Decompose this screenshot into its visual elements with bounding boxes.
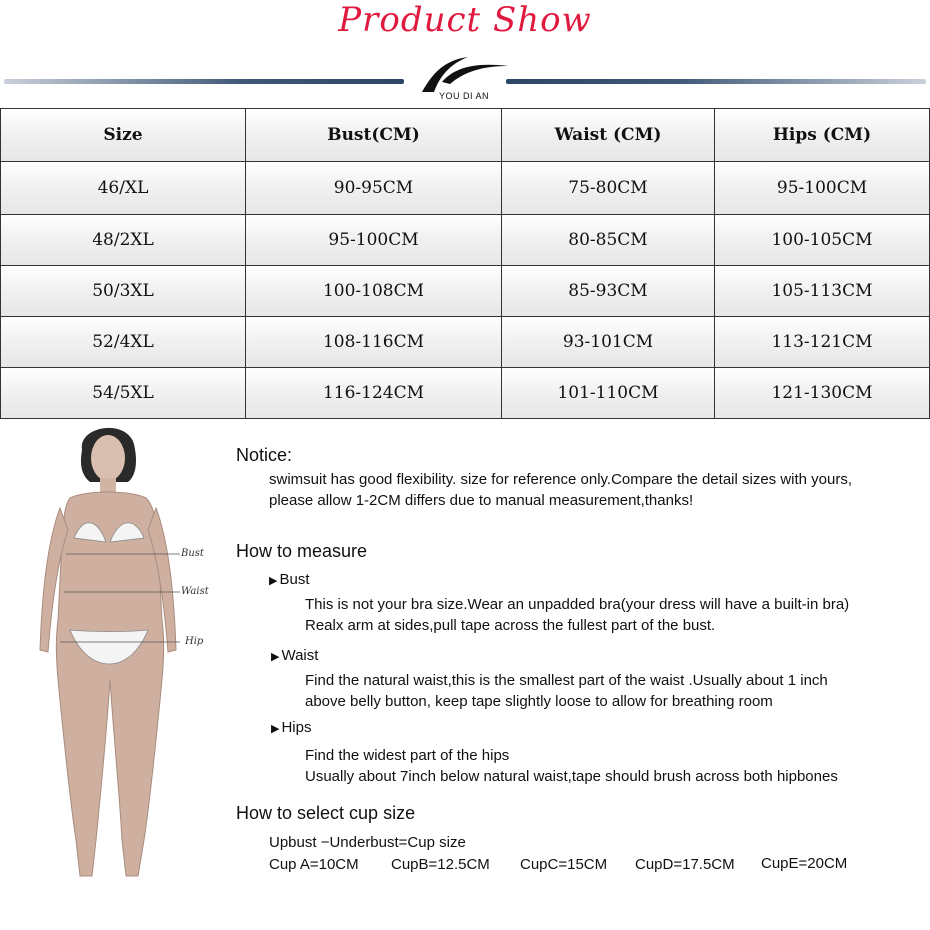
cup-size-d: CupD=17.5CM [635,856,735,873]
waist-instruction-line-2: above belly button, keep tape slightly loose to allow for breathing room [305,693,773,710]
waist-cell: 85-93CM [502,266,715,317]
cup-size-b: CupB=12.5CM [391,856,490,873]
size-cell: 52/4XL [1,317,246,368]
cup-size-heading: How to select cup size [236,803,416,823]
waist-cell: 75-80CM [502,162,715,215]
column-header-bust: Bust(CM) [246,109,502,162]
notice-line-1: swimsuit has good flexibility. size for reference only.Compare the detail sizes with yours, [269,471,853,488]
cup-size-c: CupC=15CM [520,856,608,873]
size-chart-table [0,108,930,419]
brand-name: YOU DI AN [438,91,489,101]
hips-instruction-line-1: Find the widest part of the hips [305,747,510,764]
header-divider-left [4,79,404,84]
hips-cell: 113-121CM [715,317,930,368]
hips-subheading [271,717,311,740]
body-measurement-figure [30,420,220,890]
waist-cell: 80-85CM [502,215,715,266]
table-header-row [1,109,930,162]
notice-heading: Notice: [236,445,293,465]
brand-swoosh-icon [418,54,510,94]
page-title [0,0,930,44]
cup-size-formula: Upbust −Underbust=Cup size [269,834,466,851]
triangle-right-icon: ▶ [271,651,280,663]
hips-instruction-line-2: Usually about 7inch below natural waist,tape should brush across both hipbones [305,768,838,785]
hips-cell: 105-113CM [715,266,930,317]
cup-size-e: CupE=20CM [761,855,848,872]
column-header-hips: Hips (CM) [715,109,930,162]
bust-cell: 90-95CM [246,162,502,215]
column-header-waist: Waist (CM) [502,109,715,162]
bust-cell: 95-100CM [246,215,502,266]
bust-cell: 108-116CM [246,317,502,368]
waist-measure-label: Waist [181,586,209,597]
cup-size-a: Cup A=10CM [269,856,359,873]
triangle-right-icon: ▶ [269,575,278,587]
size-cell: 48/2XL [1,215,246,266]
waist-subheading-label: Waist [281,647,319,664]
hips-cell: 95-100CM [715,162,930,215]
bust-subheading-label: Bust [279,571,310,588]
bust-measure-label: Bust [181,548,204,559]
header-divider-right [506,79,926,84]
hips-cell: 121-130CM [715,368,930,419]
hips-cell: 100-105CM [715,215,930,266]
how-to-measure-heading: How to measure [236,541,368,561]
size-cell: 54/5XL [1,368,246,419]
triangle-right-icon: ▶ [271,723,280,735]
brand-logo [416,54,512,104]
waist-cell: 101-110CM [502,368,715,419]
hips-subheading-label: Hips [281,719,312,736]
column-header-size: Size [1,109,246,162]
size-cell: 46/XL [1,162,246,215]
bust-instruction-line-2: Realx arm at sides,pull tape across the fullest part of the bust. [305,617,716,634]
table-row [1,368,930,419]
product-show-title: Product Show [338,0,592,40]
bust-instruction-line-1: This is not your bra size.Wear an unpadded bra(your dress will have a built-in bra) [305,596,850,613]
bust-cell: 100-108CM [246,266,502,317]
hip-measure-label: Hip [185,636,204,647]
waist-subheading [271,645,318,668]
body-figure-illustration [30,420,220,890]
table-row [1,162,930,215]
notice-line-2: please allow 1-2CM differs due to manual measurement,thanks! [269,492,694,509]
bust-subheading [269,569,309,592]
size-cell: 50/3XL [1,266,246,317]
waist-cell: 93-101CM [502,317,715,368]
table-row [1,266,930,317]
table-row [1,215,930,266]
waist-instruction-line-1: Find the natural waist,this is the smallest part of the waist .Usually about 1 inch [305,672,828,689]
table-row [1,317,930,368]
bust-cell: 116-124CM [246,368,502,419]
